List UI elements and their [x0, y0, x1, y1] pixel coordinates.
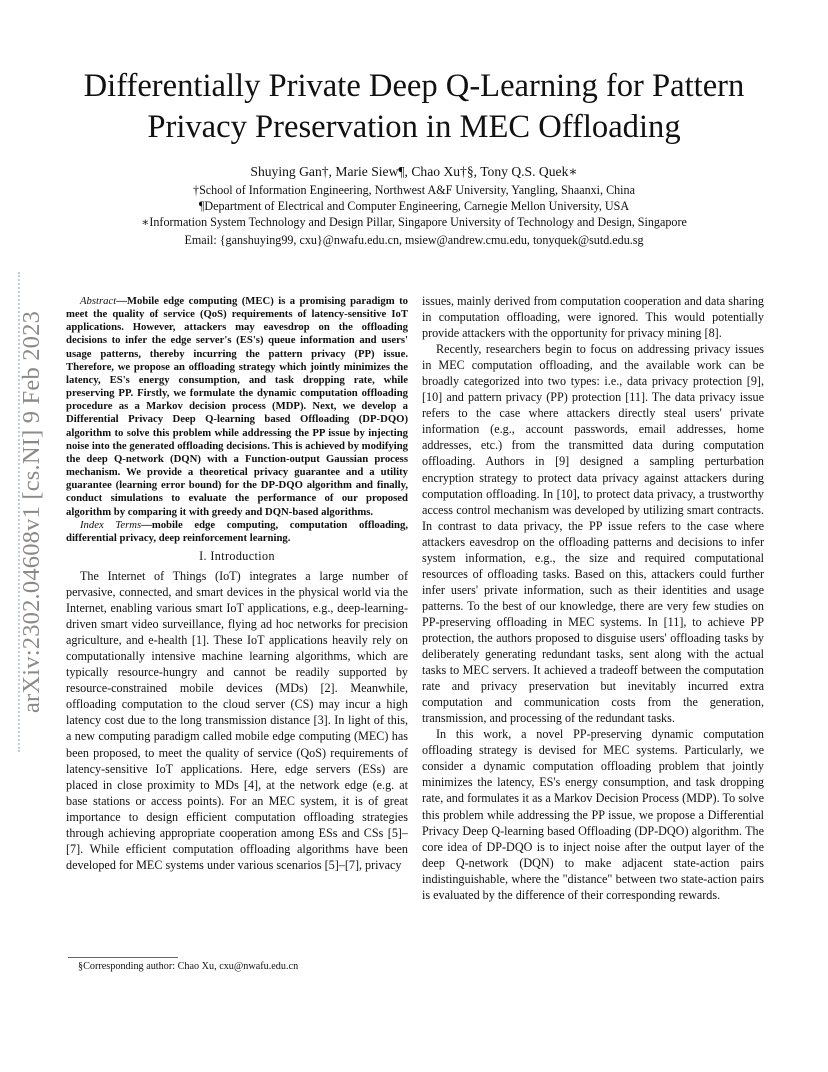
right-paragraph-2: Recently, researchers begin to focus on addressing privacy issues in MEC computation offloading, and the available work can be broadly categorized into two types: i.e., data privacy protection [9], [10] and pattern privacy (PP) protection [11]. The data privacy issue refers to the case where attackers directly steal users' private information (e.g., account passwords, email addresses, home addresses, etc.) from the transmitted data during computation offloading. Authors in [9] designed a sampling perturbation encryption strategy to protect data privacy against attackers during computation offloading. In [10], to protect data privacy, a trustworthy access control mechanism was developed by utilizing smart contracts. In contrast to data privacy, the PP issue refers to the case where attackers eavesdrop on the offloading patterns and decisions to infer system information, e.g., the size and required computational resources of offloading tasks. Based on this, attackers could further infer users' private information, such as their identities and usage patterns. To the best of our knowledge, there are very few studies on PP-preserving offloading in MEC systems. In [11], to achieve PP protection, the authors proposed to disguise users' offloading tasks by deliberately generating redundant tasks, sent along with the actual tasks to MEC servers. It achieved a tradeoff between the computation rate and privacy preservation but inevitably incurred extra computation and communication costs from the generation, transmission, and processing of the redundant tasks. — [422, 342, 764, 726]
index-terms-label: Index Terms — [80, 518, 142, 531]
intro-paragraph: The Internet of Things (IoT) integrates a large number of pervasive, connected, and smart devices in the physical world via the Internet, enabling various smart IoT applications, e.g., deep-learning-driven smart video surveillance, flying ad hoc networks for precision agriculture, and e-health [1]. These IoT applications heavily rely on computationally intensive machine learning algorithms, which are typically resource-hungry and cannot be readily supported by resource-constrained mobile devices (MDs) [2]. Meanwhile, offloading computation to the cloud server (CS) may incur a high latency cost due to the long transmission distance [3]. In light of this, a new computing paradigm called mobile edge computing (MEC) has been proposed, to meet the quality of service (QoS) requirements of latency-sensitive IoT applications. Here, edge servers (ESs) are placed in close proximity to MDs [4], at the network edge (e.g. at base stations or access points). For an MEC system, it is of great importance to design efficient computation offloading strategies through achieving appropriate cooperation among ESs and CSs [5]–[7]. While efficient computation offloading algorithms have been developed for MEC systems under various scenarios [5]–[7], privacy — [66, 569, 408, 872]
title-line-1: Differentially Private Deep Q-Learning for Pattern — [83, 68, 745, 104]
arxiv-identifier: arXiv:2302.04608v1 [cs.NI] 9 Feb 2023 — [18, 310, 45, 714]
paper-title — [60, 66, 768, 148]
affiliation-nwafu: †School of Information Engineering, Northwest A&F University, Yangling, Shaanxi, China — [193, 183, 635, 197]
abstract-label: Abstract — [80, 295, 117, 307]
section-heading-introduction: I. Introduction — [199, 548, 275, 563]
left-column — [66, 295, 408, 873]
author-list: Shuying Gan†, Marie Siew¶, Chao Xu†§, Tony Q.S. Quek∗ — [250, 164, 578, 179]
title-line-2: Privacy Preservation in MEC Offloading — [147, 109, 681, 145]
author-emails: Email: {ganshuying99, cxu}@nwafu.edu.cn, msiew@andrew.cmu.edu, tonyquek@sutd.edu.sg — [184, 233, 644, 247]
footnote-rule — [68, 957, 178, 958]
abstract-text: —Mobile edge computing (MEC) is a promising paradigm to meet the quality of service (QoS) requirements of latency-sensitive IoT applications. However, attackers may eavesdrop on the offloading decisions to infer the edge server's (ES's) queue information and users' usage patterns, thereby incurring the pattern privacy (PP) issue. Therefore, we propose an offloading strategy which jointly minimizes the latency, ES's energy consumption, and task dropping rate, while preserving PP. Firstly, we formulate the dynamic computation offloading procedure as a Markov decision process (MDP). Next, we develop a Differential Privacy Deep Q-learning based Offloading (DP-DQO) algorithm to solve this problem while addressing the PP issue by injecting noise into the generated offloading decisions. This is achieved by modifying the deep Q-network (DQN) with a Function-output Gaussian process mechanism. We provide a theoretical privacy guarantee and a utility guarantee (learning error bound) for the DP-DQO algorithm and finally, conduct simulations to evaluate the performance of our proposed algorithm by comparing it with greedy and DQN-based algorithms. — [66, 295, 408, 518]
corresponding-author-footnote: §Corresponding author: Chao Xu, cxu@nwafu.edu.cn — [78, 961, 299, 972]
affiliation-sutd: ∗Information System Technology and Design Pillar, Singapore University of Technology and Design, Singapore — [141, 215, 687, 229]
right-paragraph-3: In this work, a novel PP-preserving dynamic computation offloading strategy is devised for MEC systems. Particularly, we consider a dynamic computation offloading problem that jointly minimizes the latency, ES's energy consumption, and task dropping rate, and formulates it as a Markov Decision Process (MDP). To solve this problem while addressing the PP issue, we propose a Differential Privacy Deep Q-learning based Offloading (DP-DQO) algorithm. The core idea of DP-DQO is to inject noise after the output layer of the deep Q-network (DQN) to make adjacent state-action pairs indistinguishable, where the "distance" between two state-action pairs is evaluated by the difference of their corresponding rewards. — [422, 727, 764, 902]
arxiv-sidebar — [12, 272, 52, 752]
affiliation-cmu: ¶Department of Electrical and Computer Engineering, Carnegie Mellon University, USA — [198, 199, 630, 213]
abstract — [66, 295, 408, 519]
right-column — [422, 293, 764, 903]
index-terms — [66, 519, 408, 545]
index-terms-text: —mobile edge computing, computation offloading, differential privacy, deep reinforcement learning. — [66, 518, 408, 544]
right-paragraph-1: issues, mainly derived from computation cooperation and data sharing in computation offloading, were ignored. This would potentially provide attackers with the opportunity for privacy mining [8]. — [422, 294, 764, 341]
